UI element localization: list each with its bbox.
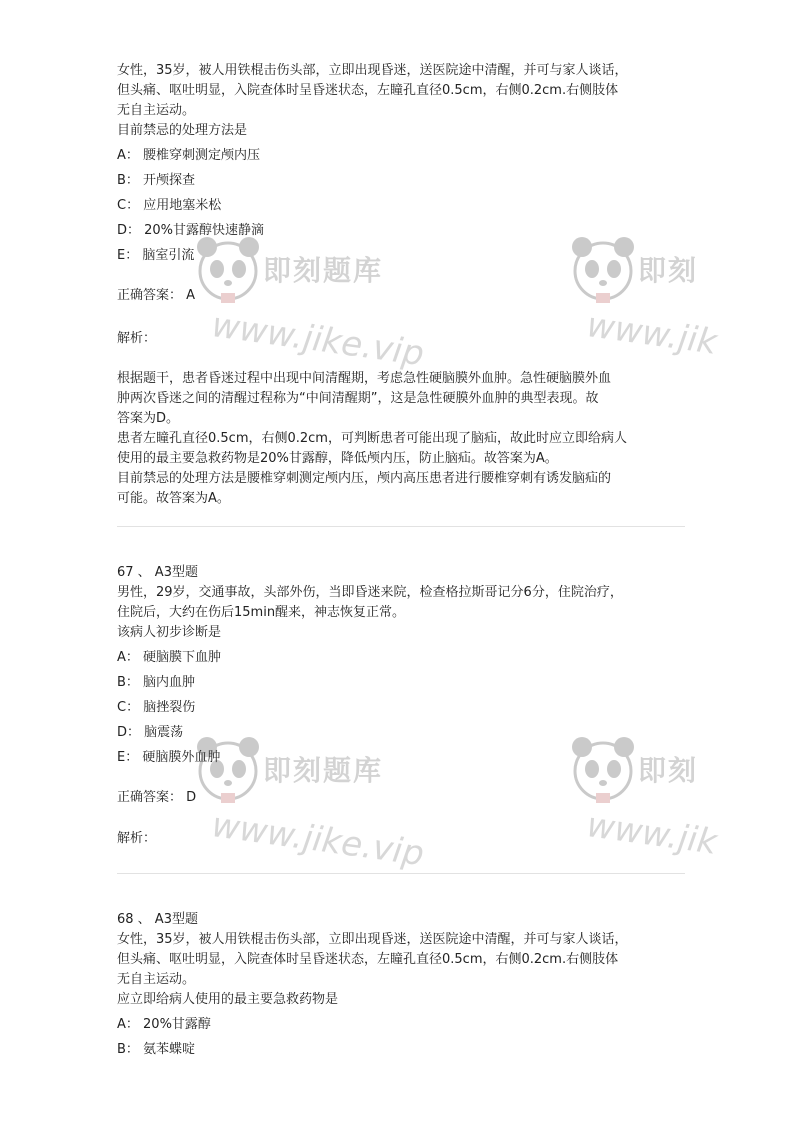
watermark-url: www.jik [584,305,720,363]
watermark [195,235,435,385]
correct-answer: 正确答案： D [117,790,197,805]
question-header: 67 、 A3型题 [117,565,198,580]
analysis-line: 答案为D。 [117,411,180,426]
option-d: D： 脑震荡 [117,725,184,740]
option-b: B： 脑内血肿 [117,675,196,690]
analysis-line: 使用的最主要急救药物是20%甘露醇，降低颅内压，防止脑疝。故答案为A。 [117,451,558,466]
option-c: C： 应用地塞米松 [117,198,222,213]
watermark [195,735,435,885]
watermark-brand: 即刻题库 [263,754,384,787]
watermark-url: www.jike.vip [209,805,427,875]
question-stem-line: 但头痛、呕吐明显，入院查体时呈昏迷状态，左瞳孔直径0.5cm，右侧0.2cm.右侧肢体 [117,83,619,98]
analysis-line: 肿两次昏迷之间的清醒过程称为“中间清醒期”，这是急性硬膜外血肿的典型表现。故 [117,391,599,406]
question-divider [117,873,685,874]
analysis-line: 根据题干，患者昏迷过程中出现中间清醒期，考虑急性硬脑膜外血肿。急性硬脑膜外血 [117,371,612,386]
question-stem-line: 住院后，大约在伤后15min醒来，神志恢复正常。 [117,605,406,620]
option-e: E： 硬脑膜外血肿 [117,750,221,765]
question-stem-line: 男性，29岁，交通事故，头部外伤，当即昏迷来院，检查格拉斯哥记分6分，住院治疗， [117,585,623,600]
question-stem-line: 但头痛、呕吐明显，入院查体时呈昏迷状态，左瞳孔直径0.5cm，右侧0.2cm.右侧肢体 [117,952,619,967]
panda-logo-icon [570,735,636,803]
question-prompt: 应立即给病人使用的最主要急救药物是 [117,992,339,1007]
option-a: A： 20%甘露醇 [117,1017,211,1032]
watermark [570,235,800,385]
option-b: B： 氨苯蝶啶 [117,1042,196,1057]
panda-logo-icon [195,735,261,803]
question-stem-line: 女性，35岁，被人用铁棍击伤头部，立即出现昏迷，送医院途中清醒，并可与家人谈话， [117,63,628,78]
analysis-label: 解析： [117,831,157,846]
question-prompt: 该病人初步诊断是 [117,625,222,640]
watermark-url: www.jik [584,805,720,863]
option-c: C： 脑挫裂伤 [117,700,196,715]
question-stem-line: 女性，35岁，被人用铁棍击伤头部，立即出现昏迷，送医院途中清醒，并可与家人谈话， [117,932,628,947]
option-e: E： 脑室引流 [117,248,195,263]
option-b: B： 开颅探查 [117,173,196,188]
question-divider [117,526,685,527]
option-a: A： 腰椎穿刺测定颅内压 [117,148,261,163]
watermark-brand: 即刻 [638,754,699,787]
panda-logo-icon [195,235,261,303]
option-a: A： 硬脑膜下血肿 [117,650,222,665]
analysis-line: 患者左瞳孔直径0.5cm，右侧0.2cm，可判断患者可能出现了脑疝，故此时应立即给病人 [117,431,627,446]
question-stem-line: 无自主运动。 [117,972,196,987]
question-header: 68 、 A3型题 [117,912,198,927]
analysis-label: 解析： [117,331,157,346]
question-stem-line: 无自主运动。 [117,103,196,118]
analysis-line: 可能。故答案为A。 [117,491,230,506]
watermark-brand: 即刻 [638,254,699,287]
watermark [570,735,800,885]
watermark-url: www.jike.vip [209,305,427,375]
question-prompt: 目前禁忌的处理方法是 [117,123,248,138]
correct-answer: 正确答案： A [117,288,196,303]
option-d: D： 20%甘露醇快速静滴 [117,223,265,238]
analysis-line: 目前禁忌的处理方法是腰椎穿刺测定颅内压，颅内高压患者进行腰椎穿刺有诱发脑疝的 [117,471,612,486]
watermark-brand: 即刻题库 [263,254,384,287]
panda-logo-icon [570,235,636,303]
